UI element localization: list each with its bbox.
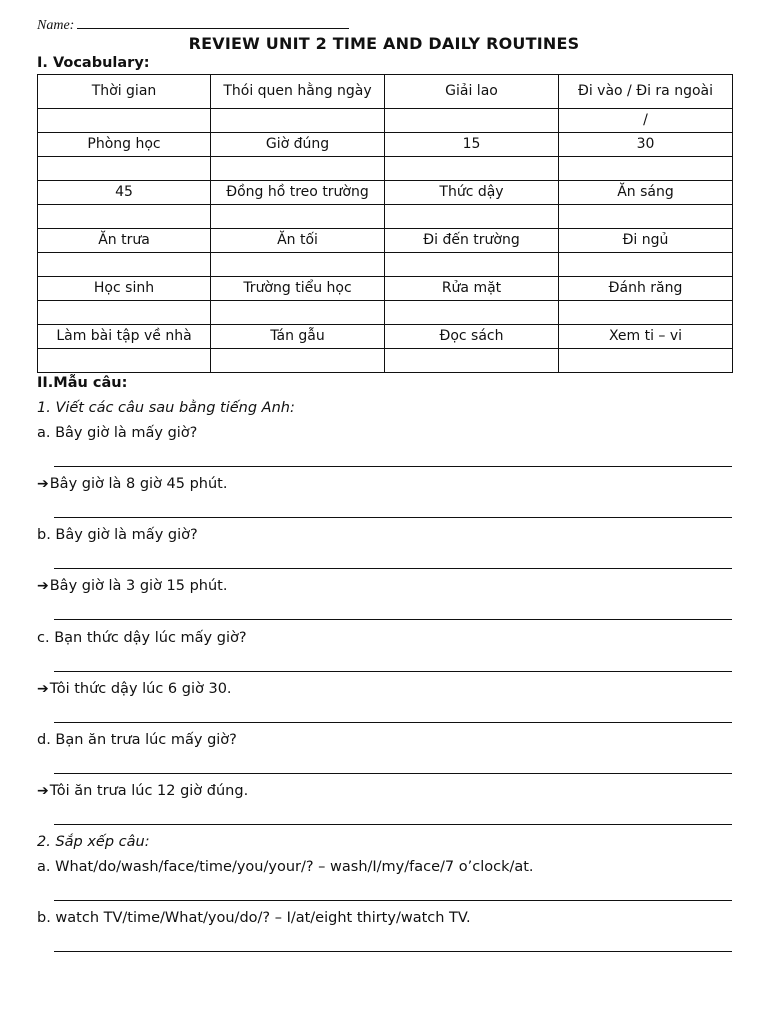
vocab-cell: 15: [385, 133, 559, 157]
vocab-row: [38, 229, 733, 253]
vocab-blank-row: [38, 349, 733, 373]
vocab-answer-cell[interactable]: [559, 301, 733, 325]
vocab-row: [38, 75, 733, 109]
vocab-cell: Ăn trưa: [38, 229, 211, 253]
answer-prompt: [37, 681, 232, 697]
reorder-item: a. What/do/wash/face/time/you/your/? – wash/I/my/face/7 o’clock/at.: [37, 859, 534, 875]
question-item: [37, 732, 237, 748]
vocab-answer-cell[interactable]: [211, 109, 385, 133]
vocab-row: [38, 277, 733, 301]
answer-line[interactable]: [54, 619, 732, 620]
answer-line[interactable]: [54, 517, 732, 518]
item-text: c. Bạn thức dậy lúc mấy giờ?: [37, 630, 247, 646]
name-label: Name:: [37, 18, 75, 33]
answer-line[interactable]: [54, 671, 732, 672]
answer-line[interactable]: [54, 722, 732, 723]
arrow-right-icon: ➔: [37, 783, 49, 799]
vocab-cell: Làm bài tập về nhà: [38, 325, 211, 349]
vocab-cell: 45: [38, 181, 211, 205]
vocab-cell: Thời gian: [38, 75, 211, 109]
vocab-answer-cell[interactable]: [559, 205, 733, 229]
item-text: a. Bây giờ là mấy giờ?: [37, 425, 198, 441]
vocab-answer-cell[interactable]: [211, 349, 385, 373]
vocab-answer-cell[interactable]: [385, 205, 559, 229]
answer-line[interactable]: [54, 824, 732, 825]
vocab-cell: Đi đến trường: [385, 229, 559, 253]
vocab-answer-cell[interactable]: [38, 109, 211, 133]
item-text: d. Bạn ăn trưa lúc mấy giờ?: [37, 732, 237, 748]
item-text: Bây giờ là 8 giờ 45 phút.: [49, 476, 228, 492]
vocab-cell: Giờ đúng: [211, 133, 385, 157]
vocab-cell: Phòng học: [38, 133, 211, 157]
vocab-answer-cell[interactable]: [211, 157, 385, 181]
reorder-item: b. watch TV/time/What/you/do/? – I/at/eight thirty/watch TV.: [37, 910, 471, 926]
item-text: b. Bây giờ là mấy giờ?: [37, 527, 198, 543]
name-field: [37, 16, 349, 34]
vocab-answer-cell[interactable]: [385, 301, 559, 325]
vocab-cell: Ăn sáng: [559, 181, 733, 205]
vocab-cell: Ăn tối: [211, 229, 385, 253]
vocab-blank-row: [38, 157, 733, 181]
item-text: Bây giờ là 3 giờ 15 phút.: [49, 578, 228, 594]
vocab-answer-cell[interactable]: [559, 349, 733, 373]
answer-line[interactable]: [54, 466, 732, 467]
answer-line[interactable]: [54, 900, 732, 901]
vocab-cell: Tán gẫu: [211, 325, 385, 349]
vocab-answer-cell[interactable]: [38, 157, 211, 181]
vocab-answer-cell[interactable]: [211, 253, 385, 277]
part2-title: 2. Sắp xếp câu:: [37, 834, 150, 850]
answer-prompt: [37, 783, 248, 799]
vocab-answer-cell[interactable]: [38, 349, 211, 373]
vocab-cell: Thói quen hằng ngày: [211, 75, 385, 109]
vocab-cell: Đọc sách: [385, 325, 559, 349]
vocab-answer-cell[interactable]: [559, 157, 733, 181]
vocabulary-heading: I. Vocabulary:: [37, 55, 150, 71]
answer-prompt: [37, 578, 227, 594]
vocab-cell: 30: [559, 133, 733, 157]
name-blank[interactable]: [77, 16, 349, 29]
answer-prompt: [37, 476, 227, 492]
vocab-cell: Học sinh: [38, 277, 211, 301]
vocab-blank-row: [38, 253, 733, 277]
question-item: [37, 527, 198, 543]
answer-line[interactable]: [54, 568, 732, 569]
answer-line[interactable]: [54, 951, 732, 952]
item-text: Tôi thức dậy lúc 6 giờ 30.: [49, 681, 232, 697]
vocab-answer-cell[interactable]: [38, 301, 211, 325]
arrow-right-icon: ➔: [37, 681, 49, 697]
vocab-cell: Đánh răng: [559, 277, 733, 301]
vocab-cell: Rửa mặt: [385, 277, 559, 301]
part1-title: 1. Viết các câu sau bằng tiếng Anh:: [37, 400, 295, 416]
vocab-blank-row: [38, 301, 733, 325]
page-title: REVIEW UNIT 2 TIME AND DAILY ROUTINES: [188, 34, 580, 53]
question-item: [37, 425, 197, 441]
arrow-right-icon: ➔: [37, 578, 49, 594]
vocab-cell: Giải lao: [385, 75, 559, 109]
item-text: Tôi ăn trưa lúc 12 giờ đúng.: [49, 783, 249, 799]
vocab-cell: Đi vào / Đi ra ngoài: [559, 75, 733, 109]
vocab-answer-cell[interactable]: [385, 253, 559, 277]
vocab-answer-cell[interactable]: [38, 205, 211, 229]
vocab-cell: Xem ti – vi: [559, 325, 733, 349]
vocab-answer-cell[interactable]: [211, 205, 385, 229]
vocab-cell: Trường tiểu học: [211, 277, 385, 301]
vocab-row: [38, 325, 733, 349]
vocab-answer-cell[interactable]: [385, 157, 559, 181]
vocab-row: [38, 133, 733, 157]
vocab-cell: Đi ngủ: [559, 229, 733, 253]
vocab-answer-cell[interactable]: [211, 301, 385, 325]
vocab-blank-row: [38, 205, 733, 229]
vocab-cell: Thức dậy: [385, 181, 559, 205]
vocab-row: [38, 181, 733, 205]
vocab-answer-cell[interactable]: [385, 349, 559, 373]
vocab-row: [38, 109, 733, 133]
answer-line[interactable]: [54, 773, 732, 774]
vocab-answer-cell[interactable]: [385, 109, 559, 133]
vocab-cell: Đồng hồ treo trường: [211, 181, 385, 205]
sentences-heading: II.Mẫu câu:: [37, 375, 128, 391]
vocab-answer-cell[interactable]: [559, 253, 733, 277]
arrow-right-icon: ➔: [37, 476, 49, 492]
vocab-answer-cell[interactable]: [38, 253, 211, 277]
vocabulary-table: [37, 74, 733, 373]
question-item: [37, 630, 247, 646]
vocab-answer-cell[interactable]: /: [559, 109, 733, 133]
